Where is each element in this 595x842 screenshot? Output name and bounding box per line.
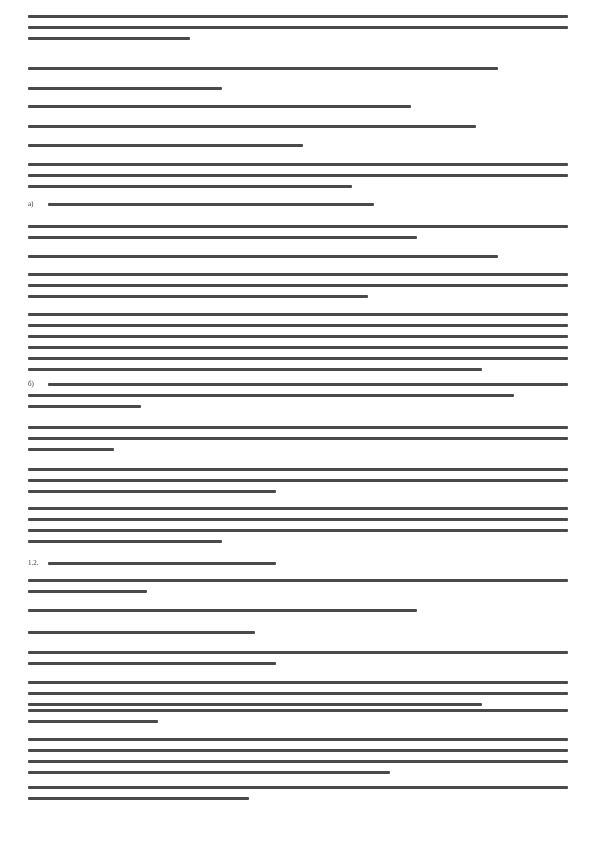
- text-line-placeholder: [28, 786, 568, 789]
- text-line-placeholder: [28, 313, 568, 316]
- text-line: [28, 537, 568, 548]
- text-line: [28, 365, 568, 376]
- text-line-placeholder: [28, 651, 568, 654]
- text-line-placeholder: [28, 105, 411, 108]
- text-line-placeholder: [28, 236, 417, 239]
- paragraph: [28, 12, 568, 45]
- paragraph: [28, 783, 568, 805]
- paragraph: [28, 310, 568, 376]
- text-line: [28, 606, 568, 617]
- text-line: [28, 717, 568, 728]
- text-line: [28, 310, 568, 321]
- text-line-placeholder: [28, 368, 482, 371]
- text-line: [28, 434, 568, 445]
- text-line: [28, 64, 568, 75]
- text-line-placeholder: [28, 771, 390, 774]
- text-line-placeholder: [28, 692, 568, 695]
- text-line-placeholder: [28, 490, 276, 493]
- text-line: [28, 281, 568, 292]
- text-line-placeholder: [28, 87, 222, 90]
- item-label: б): [28, 380, 34, 388]
- paragraph: [28, 559, 568, 570]
- text-line: [28, 423, 568, 434]
- text-line-placeholder: [28, 26, 568, 29]
- paragraph: [28, 102, 568, 113]
- text-line: [28, 587, 568, 598]
- text-line-placeholder: [28, 357, 568, 360]
- paragraph: [28, 576, 568, 598]
- text-line-placeholder: [28, 346, 568, 349]
- paragraph: [28, 222, 568, 244]
- text-line-placeholder: [28, 681, 568, 684]
- text-line: [28, 746, 568, 757]
- paragraph: [28, 270, 568, 303]
- text-line: [28, 559, 568, 570]
- text-line: [28, 735, 568, 746]
- paragraph: [28, 606, 568, 617]
- text-line-placeholder: [28, 738, 568, 741]
- paragraph: [28, 504, 568, 548]
- text-line: [28, 476, 568, 487]
- text-line-placeholder: [28, 518, 568, 521]
- text-line-placeholder: [28, 163, 568, 166]
- text-line: [28, 332, 568, 343]
- text-line: [28, 141, 568, 152]
- text-line: [28, 200, 568, 211]
- item-label: а): [28, 200, 34, 208]
- text-line-placeholder: [28, 426, 568, 429]
- text-line: [28, 783, 568, 794]
- text-line-placeholder: [28, 15, 568, 18]
- text-line: [28, 526, 568, 537]
- paragraph: [28, 84, 568, 95]
- text-line: [28, 292, 568, 303]
- text-line: [28, 757, 568, 768]
- text-line-placeholder: [28, 394, 514, 397]
- text-line: [28, 465, 568, 476]
- text-line: [28, 628, 568, 639]
- text-line-placeholder: [28, 37, 190, 40]
- paragraph: [28, 160, 568, 193]
- text-line: [28, 23, 568, 34]
- text-line-placeholder: [28, 631, 255, 634]
- text-line: [28, 515, 568, 526]
- text-line-placeholder: [28, 662, 276, 665]
- text-line-placeholder: [28, 579, 568, 582]
- paragraph: [28, 122, 568, 133]
- text-line: [28, 252, 568, 263]
- text-line-placeholder: [28, 797, 249, 800]
- paragraph: [28, 706, 568, 728]
- text-line-placeholder: [28, 125, 476, 128]
- text-line-placeholder: [28, 590, 147, 593]
- text-line-placeholder: [28, 295, 368, 298]
- text-line: [28, 12, 568, 23]
- text-line-placeholder: [28, 273, 568, 276]
- text-line: [28, 84, 568, 95]
- text-line-placeholder: [28, 67, 498, 70]
- text-line: [28, 659, 568, 670]
- text-line: [28, 402, 568, 413]
- text-line-placeholder: [28, 609, 417, 612]
- text-line: [28, 321, 568, 332]
- text-line-placeholder: [28, 749, 568, 752]
- text-line-placeholder: [28, 448, 114, 451]
- paragraph: [28, 465, 568, 498]
- text-line-placeholder: [28, 760, 568, 763]
- text-line-placeholder: [28, 174, 568, 177]
- paragraph: [28, 252, 568, 263]
- text-line: [28, 391, 568, 402]
- text-line-placeholder: [28, 225, 568, 228]
- text-line: [28, 576, 568, 587]
- text-line: [28, 122, 568, 133]
- text-line-placeholder: [28, 335, 568, 338]
- text-line-placeholder: [28, 529, 568, 532]
- text-line-placeholder: [28, 405, 141, 408]
- paragraph: [28, 200, 568, 211]
- text-line: [28, 222, 568, 233]
- text-line: [28, 343, 568, 354]
- text-line: [28, 102, 568, 113]
- text-line: [28, 182, 568, 193]
- text-line-placeholder: [28, 144, 303, 147]
- text-line: [28, 504, 568, 515]
- text-line-placeholder: [28, 284, 568, 287]
- text-line: [28, 354, 568, 365]
- text-line: [28, 487, 568, 498]
- text-line: [28, 648, 568, 659]
- text-line-placeholder: [28, 468, 568, 471]
- paragraph: [28, 648, 568, 670]
- text-line-placeholder: [28, 185, 352, 188]
- text-line: [28, 678, 568, 689]
- text-line-placeholder: [48, 203, 374, 206]
- paragraph: [28, 628, 568, 639]
- text-line-placeholder: [48, 383, 568, 386]
- text-line: [28, 160, 568, 171]
- text-line-placeholder: [28, 540, 222, 543]
- text-line: [28, 794, 568, 805]
- text-line-placeholder: [28, 507, 568, 510]
- text-line: [28, 171, 568, 182]
- text-line-placeholder: [28, 720, 158, 723]
- text-line: [28, 768, 568, 779]
- paragraph: [28, 141, 568, 152]
- paragraph: [28, 380, 568, 413]
- text-line: [28, 706, 568, 717]
- text-line: [28, 445, 568, 456]
- text-line-placeholder: [28, 709, 568, 712]
- text-line: [28, 380, 568, 391]
- text-line-placeholder: [48, 562, 276, 565]
- paragraph: [28, 735, 568, 779]
- text-line: [28, 233, 568, 244]
- text-line-placeholder: [28, 437, 568, 440]
- item-label: 1.2.: [28, 559, 39, 567]
- text-line: [28, 270, 568, 281]
- paragraph: [28, 423, 568, 456]
- paragraph: [28, 64, 568, 75]
- text-line-placeholder: [28, 255, 498, 258]
- text-line-placeholder: [28, 324, 568, 327]
- text-line: [28, 689, 568, 700]
- text-line-placeholder: [28, 479, 568, 482]
- text-line: [28, 34, 568, 45]
